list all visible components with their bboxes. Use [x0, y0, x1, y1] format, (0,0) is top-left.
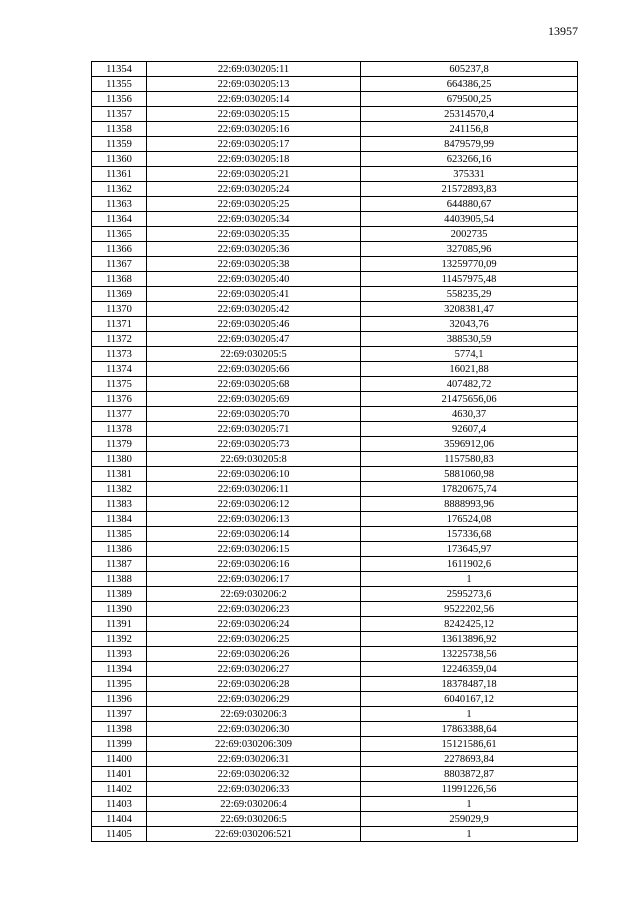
row-number-cell: 11377: [92, 407, 147, 422]
table-row: [92, 557, 578, 572]
row-number-cell: 11391: [92, 617, 147, 632]
cadastral-number-cell: 22:69:030205:5: [147, 347, 361, 362]
row-number-cell: 11404: [92, 812, 147, 827]
row-number-cell: 11380: [92, 452, 147, 467]
row-number-cell: 11382: [92, 482, 147, 497]
value-cell: 16021,88: [361, 362, 578, 377]
row-number-cell: 11360: [92, 152, 147, 167]
table-row: [92, 737, 578, 752]
value-cell: 3208381,47: [361, 302, 578, 317]
cadastral-number-cell: 22:69:030206:12: [147, 497, 361, 512]
table-row: [92, 527, 578, 542]
table-row: [92, 197, 578, 212]
cadastral-number-cell: 22:69:030206:2: [147, 587, 361, 602]
table-row: [92, 407, 578, 422]
value-cell: 259029,9: [361, 812, 578, 827]
value-cell: 173645,97: [361, 542, 578, 557]
cadastral-number-cell: 22:69:030205:70: [147, 407, 361, 422]
value-cell: 2278693,84: [361, 752, 578, 767]
table-row: [92, 77, 578, 92]
row-number-cell: 11354: [92, 62, 147, 77]
row-number-cell: 11357: [92, 107, 147, 122]
row-number-cell: 11386: [92, 542, 147, 557]
value-cell: 11991226,56: [361, 782, 578, 797]
table-row: [92, 167, 578, 182]
table-row: [92, 92, 578, 107]
row-number-cell: 11372: [92, 332, 147, 347]
cadastral-number-cell: 22:69:030206:4: [147, 797, 361, 812]
table-row: [92, 122, 578, 137]
value-cell: 92607,4: [361, 422, 578, 437]
table-row: [92, 347, 578, 362]
value-cell: 8242425,12: [361, 617, 578, 632]
table-row: [92, 767, 578, 782]
table-row: [92, 377, 578, 392]
value-cell: 11457975,48: [361, 272, 578, 287]
table-row: [92, 482, 578, 497]
row-number-cell: 11399: [92, 737, 147, 752]
table-row: [92, 317, 578, 332]
table-row: [92, 512, 578, 527]
table-row: [92, 812, 578, 827]
cadastral-number-cell: 22:69:030205:69: [147, 392, 361, 407]
value-cell: 2595273,6: [361, 587, 578, 602]
row-number-cell: 11395: [92, 677, 147, 692]
cadastral-number-cell: 22:69:030205:15: [147, 107, 361, 122]
row-number-cell: 11356: [92, 92, 147, 107]
row-number-cell: 11367: [92, 257, 147, 272]
row-number-cell: 11402: [92, 782, 147, 797]
table-row: [92, 632, 578, 647]
table-row: [92, 152, 578, 167]
table-row: [92, 422, 578, 437]
cadastral-number-cell: 22:69:030205:66: [147, 362, 361, 377]
cadastral-number-cell: 22:69:030206:28: [147, 677, 361, 692]
row-number-cell: 11387: [92, 557, 147, 572]
cadastral-number-cell: 22:69:030205:68: [147, 377, 361, 392]
cadastral-number-cell: 22:69:030206:17: [147, 572, 361, 587]
cadastral-number-cell: 22:69:030206:10: [147, 467, 361, 482]
value-cell: 17820675,74: [361, 482, 578, 497]
cadastral-number-cell: 22:69:030205:47: [147, 332, 361, 347]
value-cell: 4630,37: [361, 407, 578, 422]
table-row: [92, 662, 578, 677]
table-row: [92, 362, 578, 377]
cadastral-number-cell: 22:69:030205:25: [147, 197, 361, 212]
table-row: [92, 242, 578, 257]
cadastral-number-cell: 22:69:030205:40: [147, 272, 361, 287]
table-row: [92, 62, 578, 77]
value-cell: 1611902,6: [361, 557, 578, 572]
value-cell: 12246359,04: [361, 662, 578, 677]
table-body: [92, 62, 578, 842]
value-cell: 5881060,98: [361, 467, 578, 482]
row-number-cell: 11383: [92, 497, 147, 512]
cadastral-number-cell: 22:69:030205:16: [147, 122, 361, 137]
row-number-cell: 11398: [92, 722, 147, 737]
row-number-cell: 11376: [92, 392, 147, 407]
cadastral-number-cell: 22:69:030206:33: [147, 782, 361, 797]
value-cell: 13259770,09: [361, 257, 578, 272]
value-cell: 388530,59: [361, 332, 578, 347]
cadastral-number-cell: 22:69:030205:38: [147, 257, 361, 272]
value-cell: 1: [361, 797, 578, 812]
row-number-cell: 11363: [92, 197, 147, 212]
row-number-cell: 11355: [92, 77, 147, 92]
value-cell: 375331: [361, 167, 578, 182]
table-row: [92, 227, 578, 242]
cadastral-number-cell: 22:69:030206:14: [147, 527, 361, 542]
cadastral-number-cell: 22:69:030206:15: [147, 542, 361, 557]
row-number-cell: 11381: [92, 467, 147, 482]
cadastral-number-cell: 22:69:030206:23: [147, 602, 361, 617]
table-row: [92, 107, 578, 122]
table-row: [92, 452, 578, 467]
value-cell: 25314570,4: [361, 107, 578, 122]
cadastral-value-table: [91, 61, 578, 842]
cadastral-number-cell: 22:69:030205:71: [147, 422, 361, 437]
row-number-cell: 11405: [92, 827, 147, 842]
row-number-cell: 11378: [92, 422, 147, 437]
row-number-cell: 11358: [92, 122, 147, 137]
cadastral-number-cell: 22:69:030205:42: [147, 302, 361, 317]
cadastral-number-cell: 22:69:030205:17: [147, 137, 361, 152]
table-row: [92, 602, 578, 617]
value-cell: 558235,29: [361, 287, 578, 302]
row-number-cell: 11361: [92, 167, 147, 182]
table-row: [92, 827, 578, 842]
row-number-cell: 11389: [92, 587, 147, 602]
cadastral-number-cell: 22:69:030206:26: [147, 647, 361, 662]
table-row: [92, 707, 578, 722]
value-cell: 8803872,87: [361, 767, 578, 782]
cadastral-number-cell: 22:69:030205:36: [147, 242, 361, 257]
cadastral-number-cell: 22:69:030206:30: [147, 722, 361, 737]
value-cell: 327085,96: [361, 242, 578, 257]
value-cell: 644880,67: [361, 197, 578, 212]
value-cell: 8479579,99: [361, 137, 578, 152]
table-row: [92, 302, 578, 317]
value-cell: 1: [361, 707, 578, 722]
value-cell: 21572893,83: [361, 182, 578, 197]
cadastral-number-cell: 22:69:030205:46: [147, 317, 361, 332]
value-cell: 8888993,96: [361, 497, 578, 512]
table-row: [92, 752, 578, 767]
value-cell: 18378487,18: [361, 677, 578, 692]
cadastral-number-cell: 22:69:030205:24: [147, 182, 361, 197]
row-number-cell: 11393: [92, 647, 147, 662]
value-cell: 623266,16: [361, 152, 578, 167]
row-number-cell: 11369: [92, 287, 147, 302]
value-cell: 17863388,64: [361, 722, 578, 737]
row-number-cell: 11394: [92, 662, 147, 677]
row-number-cell: 11403: [92, 797, 147, 812]
table-row: [92, 272, 578, 287]
table-row: [92, 797, 578, 812]
row-number-cell: 11400: [92, 752, 147, 767]
value-cell: 176524,08: [361, 512, 578, 527]
row-number-cell: 11373: [92, 347, 147, 362]
table-row: [92, 467, 578, 482]
value-cell: 32043,76: [361, 317, 578, 332]
cadastral-number-cell: 22:69:030206:3: [147, 707, 361, 722]
table-row: [92, 182, 578, 197]
value-cell: 407482,72: [361, 377, 578, 392]
row-number-cell: 11388: [92, 572, 147, 587]
row-number-cell: 11371: [92, 317, 147, 332]
cadastral-number-cell: 22:69:030205:34: [147, 212, 361, 227]
cadastral-number-cell: 22:69:030205:41: [147, 287, 361, 302]
value-cell: 3596912,06: [361, 437, 578, 452]
row-number-cell: 11396: [92, 692, 147, 707]
value-cell: 1: [361, 572, 578, 587]
value-cell: 1157580,83: [361, 452, 578, 467]
cadastral-number-cell: 22:69:030206:13: [147, 512, 361, 527]
cadastral-number-cell: 22:69:030205:14: [147, 92, 361, 107]
row-number-cell: 11385: [92, 527, 147, 542]
value-cell: 2002735: [361, 227, 578, 242]
cadastral-number-cell: 22:69:030205:11: [147, 62, 361, 77]
cadastral-number-cell: 22:69:030206:11: [147, 482, 361, 497]
page-number: 13957: [548, 24, 578, 38]
row-number-cell: 11364: [92, 212, 147, 227]
table-row: [92, 212, 578, 227]
row-number-cell: 11390: [92, 602, 147, 617]
cadastral-number-cell: 22:69:030206:29: [147, 692, 361, 707]
table-row: [92, 287, 578, 302]
cadastral-number-cell: 22:69:030206:5: [147, 812, 361, 827]
cadastral-number-cell: 22:69:030206:24: [147, 617, 361, 632]
row-number-cell: 11366: [92, 242, 147, 257]
value-cell: 13225738,56: [361, 647, 578, 662]
table-row: [92, 392, 578, 407]
value-cell: 679500,25: [361, 92, 578, 107]
value-cell: 605237,8: [361, 62, 578, 77]
row-number-cell: 11397: [92, 707, 147, 722]
row-number-cell: 11374: [92, 362, 147, 377]
table-row: [92, 692, 578, 707]
row-number-cell: 11368: [92, 272, 147, 287]
cadastral-number-cell: 22:69:030205:8: [147, 452, 361, 467]
row-number-cell: 11370: [92, 302, 147, 317]
value-cell: 241156,8: [361, 122, 578, 137]
cadastral-number-cell: 22:69:030206:25: [147, 632, 361, 647]
value-cell: 5774,1: [361, 347, 578, 362]
cadastral-number-cell: 22:69:030206:31: [147, 752, 361, 767]
row-number-cell: 11379: [92, 437, 147, 452]
row-number-cell: 11359: [92, 137, 147, 152]
cadastral-number-cell: 22:69:030205:13: [147, 77, 361, 92]
cadastral-number-cell: 22:69:030205:35: [147, 227, 361, 242]
value-cell: 664386,25: [361, 77, 578, 92]
row-number-cell: 11365: [92, 227, 147, 242]
value-cell: 6040167,12: [361, 692, 578, 707]
table-row: [92, 572, 578, 587]
value-cell: 157336,68: [361, 527, 578, 542]
table-row: [92, 542, 578, 557]
row-number-cell: 11375: [92, 377, 147, 392]
table-row: [92, 677, 578, 692]
value-cell: 9522202,56: [361, 602, 578, 617]
table-row: [92, 332, 578, 347]
table-row: [92, 137, 578, 152]
value-cell: 4403905,54: [361, 212, 578, 227]
cadastral-number-cell: 22:69:030205:73: [147, 437, 361, 452]
table-row: [92, 647, 578, 662]
value-cell: 21475656,06: [361, 392, 578, 407]
cadastral-number-cell: 22:69:030206:16: [147, 557, 361, 572]
cadastral-number-cell: 22:69:030206:27: [147, 662, 361, 677]
table-row: [92, 722, 578, 737]
row-number-cell: 11392: [92, 632, 147, 647]
cadastral-number-cell: 22:69:030206:309: [147, 737, 361, 752]
table-row: [92, 782, 578, 797]
table-row: [92, 497, 578, 512]
row-number-cell: 11384: [92, 512, 147, 527]
cadastral-number-cell: 22:69:030205:18: [147, 152, 361, 167]
table-row: [92, 617, 578, 632]
value-cell: 13613896,92: [361, 632, 578, 647]
row-number-cell: 11362: [92, 182, 147, 197]
table-row: [92, 437, 578, 452]
value-cell: 1: [361, 827, 578, 842]
table-row: [92, 257, 578, 272]
cadastral-number-cell: 22:69:030206:521: [147, 827, 361, 842]
value-cell: 15121586,61: [361, 737, 578, 752]
cadastral-number-cell: 22:69:030206:32: [147, 767, 361, 782]
cadastral-number-cell: 22:69:030205:21: [147, 167, 361, 182]
row-number-cell: 11401: [92, 767, 147, 782]
table-row: [92, 587, 578, 602]
